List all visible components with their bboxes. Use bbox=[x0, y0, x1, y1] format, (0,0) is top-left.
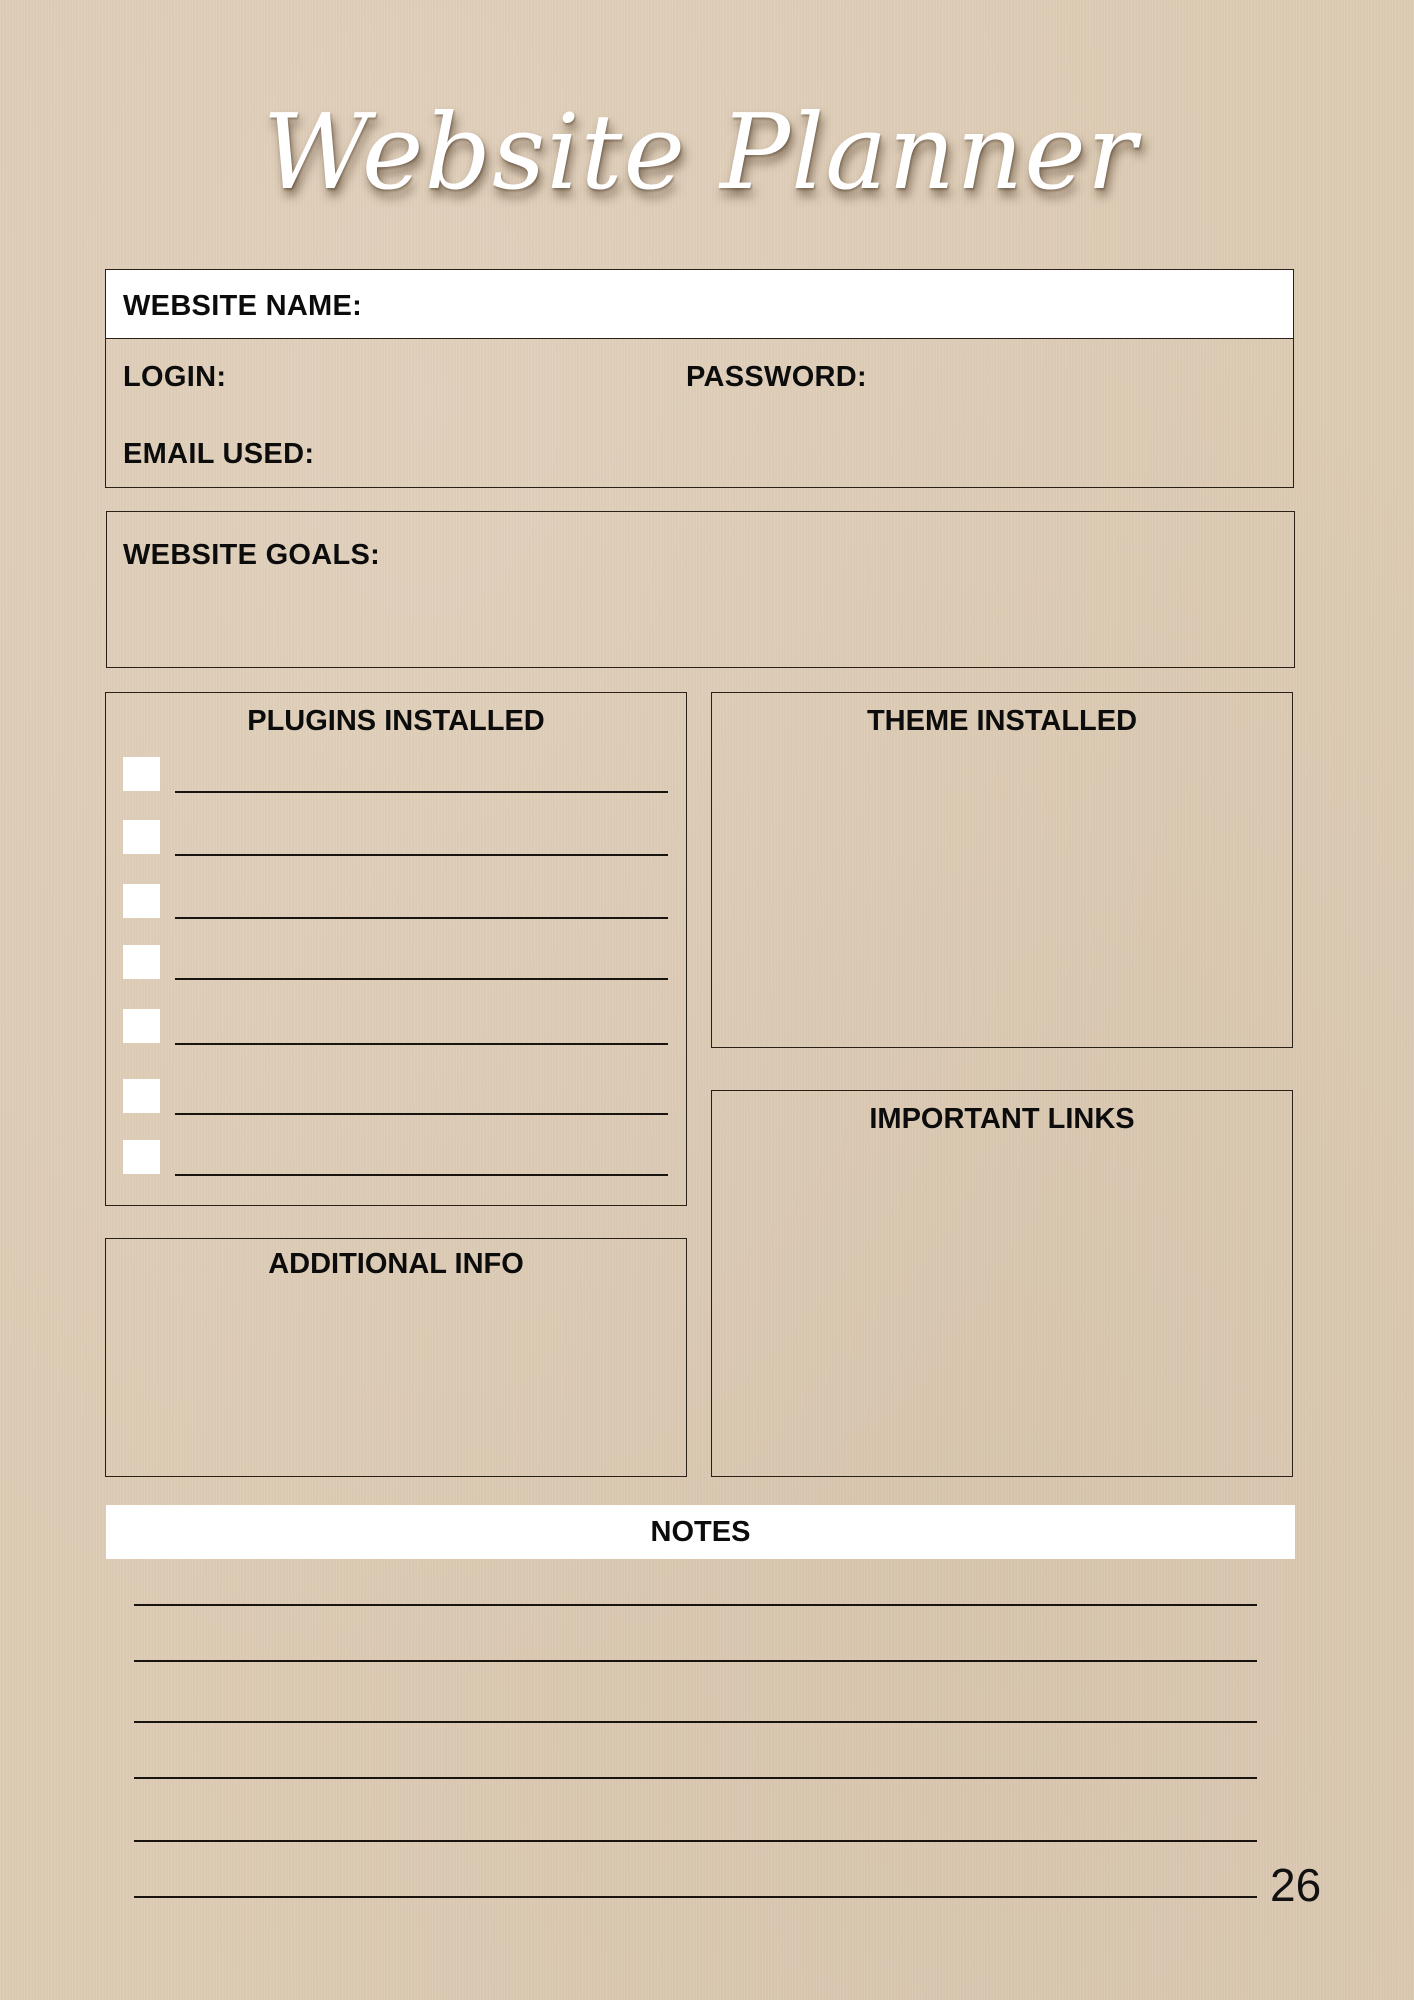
plugin-checkbox-5[interactable] bbox=[123, 1009, 160, 1043]
plugin-checkbox-4[interactable] bbox=[123, 945, 160, 979]
important-links-box[interactable] bbox=[711, 1090, 1293, 1477]
page-title: Website Planner bbox=[262, 91, 1138, 213]
notes-line-3[interactable] bbox=[134, 1721, 1257, 1723]
password-field[interactable] bbox=[886, 350, 1286, 400]
plugin-checkbox-1[interactable] bbox=[123, 757, 160, 791]
plugin-line-4[interactable] bbox=[175, 978, 668, 980]
plugin-checkbox-2[interactable] bbox=[123, 820, 160, 854]
plugin-line-6[interactable] bbox=[175, 1113, 668, 1115]
plugins-installed-heading: PLUGINS INSTALLED bbox=[247, 705, 545, 737]
important-links-heading: IMPORTANT LINKS bbox=[869, 1103, 1135, 1135]
plugin-checkbox-3[interactable] bbox=[123, 884, 160, 918]
account-info-box bbox=[105, 269, 1294, 488]
plugin-line-2[interactable] bbox=[175, 854, 668, 856]
website-goals-label: WEBSITE GOALS: bbox=[123, 539, 381, 571]
email-field[interactable] bbox=[316, 425, 1276, 475]
plugin-line-5[interactable] bbox=[175, 1043, 668, 1045]
password-label: PASSWORD: bbox=[686, 361, 867, 393]
notes-line-1[interactable] bbox=[134, 1604, 1257, 1606]
plugin-checkbox-6[interactable] bbox=[123, 1079, 160, 1113]
notes-line-6[interactable] bbox=[134, 1896, 1257, 1898]
website-goals-box[interactable] bbox=[106, 511, 1295, 668]
notes-heading: NOTES bbox=[650, 1516, 751, 1548]
plugin-line-7[interactable] bbox=[175, 1174, 668, 1176]
additional-info-box[interactable] bbox=[105, 1238, 687, 1477]
notes-line-5[interactable] bbox=[134, 1840, 1257, 1842]
plugin-line-1[interactable] bbox=[175, 791, 668, 793]
plugins-installed-box bbox=[105, 692, 687, 1206]
notes-line-2[interactable] bbox=[134, 1660, 1257, 1662]
notes-line-4[interactable] bbox=[134, 1777, 1257, 1779]
theme-installed-box[interactable] bbox=[711, 692, 1293, 1048]
login-field[interactable] bbox=[236, 350, 656, 400]
additional-info-heading: ADDITIONAL INFO bbox=[268, 1248, 524, 1280]
plugin-checkbox-7[interactable] bbox=[123, 1140, 160, 1174]
page-number: 26 bbox=[1270, 1859, 1322, 1911]
plugin-line-3[interactable] bbox=[175, 917, 668, 919]
website-name-label: WEBSITE NAME: bbox=[123, 290, 363, 322]
theme-installed-heading: THEME INSTALLED bbox=[866, 705, 1138, 737]
login-label: LOGIN: bbox=[123, 361, 227, 393]
email-used-label: EMAIL USED: bbox=[123, 438, 315, 470]
notes-header-band bbox=[106, 1505, 1295, 1559]
